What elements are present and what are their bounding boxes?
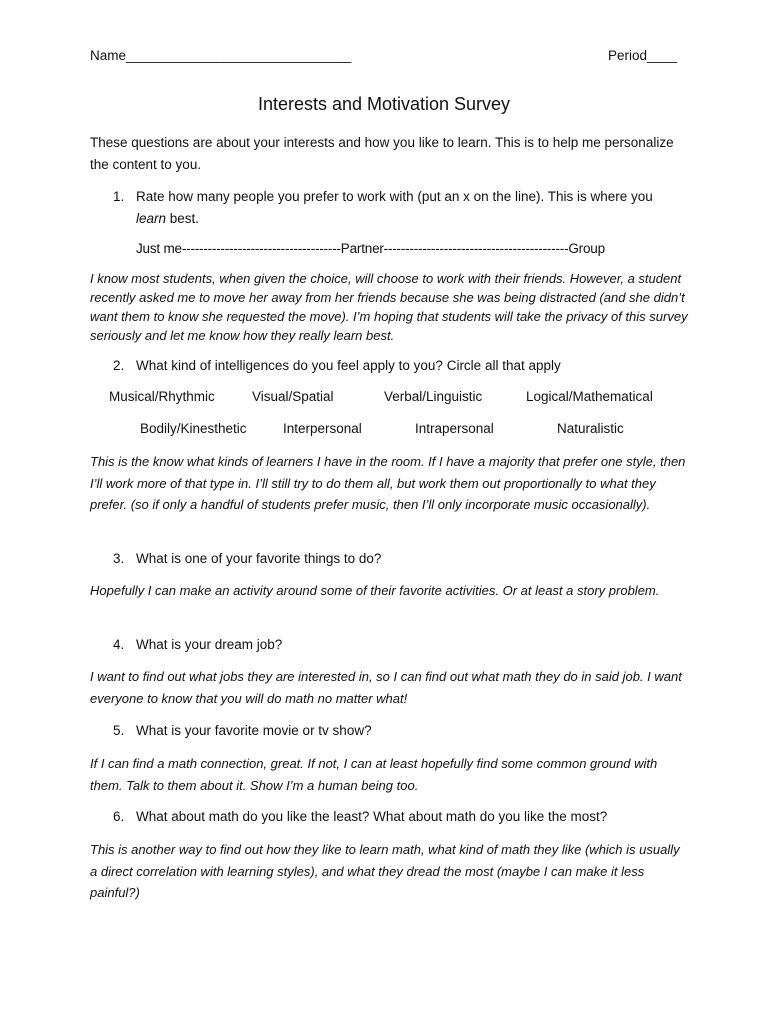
question-text: What is one of your favorite things to do?: [136, 551, 382, 566]
question-text: What kind of intelligences do you feel apply to you? Circle all that apply: [136, 358, 561, 373]
question-5: [113, 720, 683, 742]
question-number: 4.: [113, 637, 125, 652]
option-visual-spatial[interactable]: Visual/Spatial: [252, 389, 334, 404]
question-6: [113, 806, 683, 828]
name-field[interactable]: [90, 48, 351, 63]
option-bodily-kinesthetic[interactable]: Bodily/Kinesthetic: [140, 421, 247, 436]
question-text: What about math do you like the least? What about math do you like the most?: [136, 809, 608, 824]
teacher-note-6: This is another way to find out how they like to learn math, what kind of math they like (which is usually a direct correlation with learning styles), and what they dread the most (maybe I can make it less painful?): [90, 842, 680, 900]
period-label: Period: [608, 48, 648, 63]
page-title: Interests and Motivation Survey: [257, 94, 511, 114]
question-text: Rate how many people you prefer to work with (put an x on the line). This is where you learn best.: [136, 189, 653, 226]
question-number: 5.: [113, 723, 125, 738]
option-intrapersonal[interactable]: Intrapersonal: [415, 421, 494, 436]
question-number: 2.: [113, 358, 125, 373]
emphasis-learn: learn: [136, 210, 167, 226]
question-2: [113, 355, 683, 377]
question-1: [113, 186, 683, 229]
group-size-scale[interactable]: Just me-------------------------------------Partner-------------------------------------------Group: [136, 241, 605, 256]
question-number: 6.: [113, 809, 125, 824]
teacher-note-3: Hopefully I can make an activity around some of their favorite activities. Or at least a story problem.: [90, 583, 660, 598]
option-musical-rhythmic[interactable]: Musical/Rhythmic: [109, 389, 215, 404]
teacher-note-4: I want to find out what jobs they are interested in, so I can find out what math they do in said job. I want everyone to know that you will do math no matter what!: [90, 669, 682, 706]
question-3: [113, 548, 683, 570]
option-verbal-linguistic[interactable]: Verbal/Linguistic: [384, 389, 483, 404]
teacher-note-1: I know most students, when given the choice, will choose to work with their friends. However, a student recently asked me to move her away from her friends because she was being distracted (and she didn’t want them to know she requested the move). I’m hoping that students will take the privacy of this survey seriously and let me know how they really learn best.: [90, 271, 688, 343]
question-4: [113, 634, 683, 656]
name-blank[interactable]: ______________________________: [126, 48, 352, 63]
option-interpersonal[interactable]: Interpersonal: [283, 421, 362, 436]
question-number: 3.: [113, 551, 125, 566]
teacher-note-5: If I can find a math connection, great. If not, I can at least hopefully find some common ground with them. Talk to them about it. Show I’m a human being too.: [90, 756, 658, 793]
question-text: What is your dream job?: [136, 637, 283, 652]
name-label: Name: [90, 48, 127, 63]
option-naturalistic[interactable]: Naturalistic: [557, 421, 624, 436]
option-logical-mathematical[interactable]: Logical/Mathematical: [526, 389, 653, 404]
period-field[interactable]: [608, 48, 677, 63]
teacher-note-2: This is the know what kinds of learners I have in the room. If I have a majority that prefer one style, then I’ll work more of that type in. I’ll still try to do them all, but work them out proportionally to what they prefer. (so if only a handful of students prefer music, then I’ll only incorporate music occasionally).: [90, 454, 686, 512]
question-number: 1.: [113, 189, 125, 204]
period-blank[interactable]: ____: [647, 48, 678, 63]
intro-text: These questions are about your interests and how you like to learn. This is to help me personalize the content to you.: [90, 135, 674, 172]
question-text: What is your favorite movie or tv show?: [136, 723, 372, 738]
